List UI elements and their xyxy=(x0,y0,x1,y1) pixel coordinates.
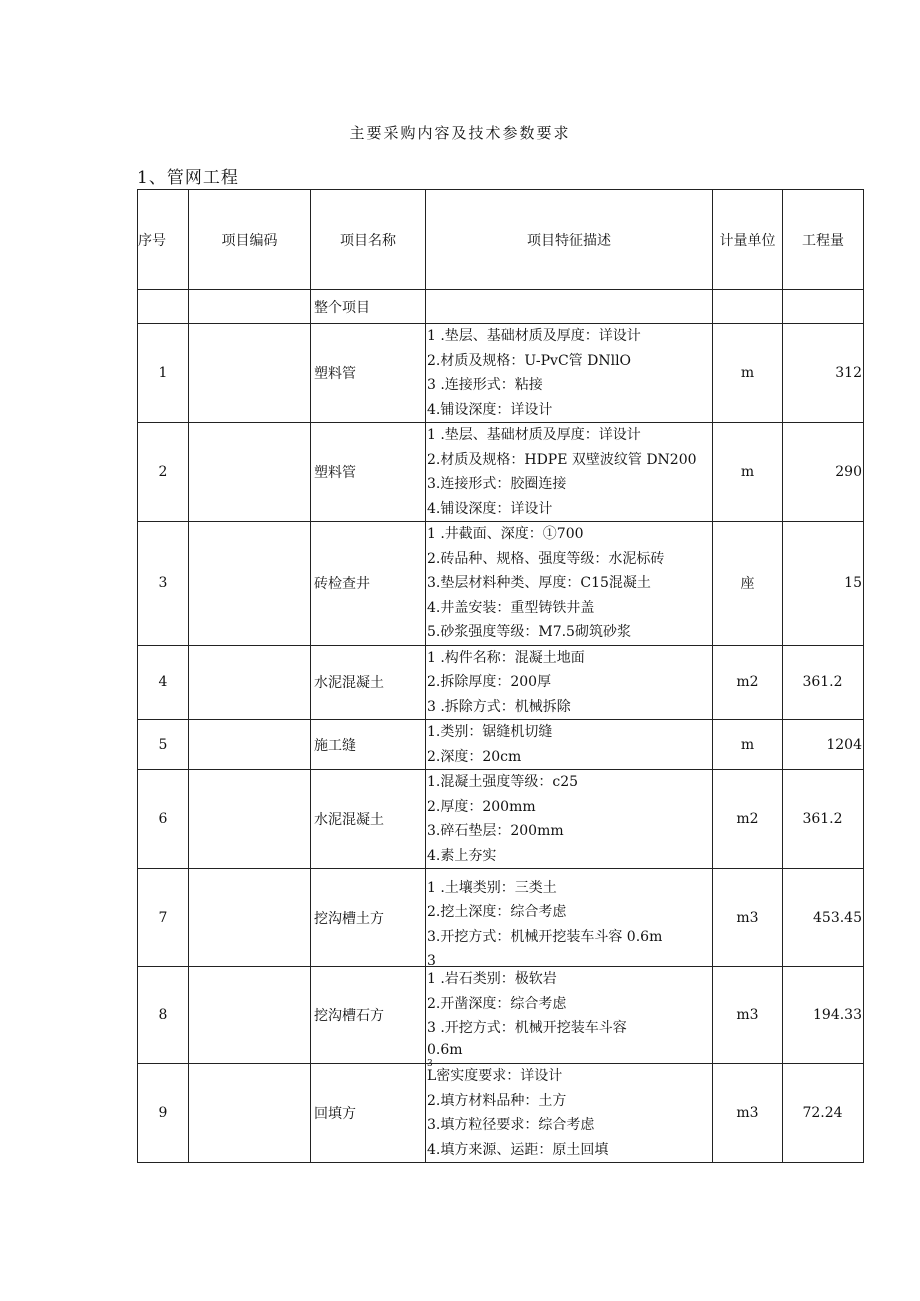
desc-line: 2.砖品种、规格、强度等级：水泥标砖 xyxy=(427,550,665,567)
row-number: 4 xyxy=(138,645,189,720)
row-quantity: 312 xyxy=(783,324,864,423)
header-desc: 项目特征描述 xyxy=(426,190,713,290)
row-name: 塑料管 xyxy=(311,423,426,522)
desc-line: 1 .岩石类别：极软岩 xyxy=(427,971,557,988)
header-unit: 计量单位 xyxy=(713,190,783,290)
table-row xyxy=(138,1064,864,1163)
row-unit: m3 xyxy=(713,869,783,967)
table-row xyxy=(138,869,864,967)
row-number: 6 xyxy=(138,770,189,869)
desc-line: 3.垫层材料种类、厚度：C15混凝土 xyxy=(427,575,651,591)
row-description xyxy=(426,869,713,970)
row-unit: m3 xyxy=(713,1064,783,1163)
row-description xyxy=(426,1064,713,1163)
desc-line: 3.碎石垫层：200mm xyxy=(427,823,564,839)
header-name: 项目名称 xyxy=(311,190,426,290)
table-row xyxy=(138,967,864,1064)
desc-line: 2.材质及规格：HDPE 双壁波纹管 DN200 xyxy=(427,451,697,468)
desc-line: 1 .构件名称：混凝土地面 xyxy=(427,649,585,666)
desc-line: 2.开凿深度：综合考虑 xyxy=(427,995,567,1012)
desc-line: 3.填方粒径要求：综合考虑 xyxy=(427,1117,595,1133)
group-row xyxy=(138,290,864,324)
row-unit: m2 xyxy=(713,645,783,720)
header-code: 项目编码 xyxy=(189,190,311,290)
row-code xyxy=(189,720,311,770)
table-row xyxy=(138,423,864,522)
row-number: 7 xyxy=(138,869,189,967)
row-description xyxy=(426,770,713,869)
row-quantity: 290 xyxy=(783,423,864,522)
row-number: 2 xyxy=(138,423,189,522)
row-unit: m xyxy=(713,423,783,522)
desc-line: 2.厚度：200mm xyxy=(427,798,536,815)
row-quantity: 453.45 xyxy=(783,869,864,967)
row-quantity: 361.2 xyxy=(783,770,864,869)
row-description xyxy=(426,324,713,423)
table-row xyxy=(138,770,864,869)
row-quantity: 72.24 xyxy=(783,1064,864,1163)
row-code xyxy=(189,770,311,869)
row-description xyxy=(426,967,713,1069)
row-unit: m2 xyxy=(713,770,783,869)
procurement-table xyxy=(137,189,864,1163)
desc-line: 1.类别：锯缝机切缝 xyxy=(427,724,553,740)
table-row xyxy=(138,324,864,423)
desc-line: 1 .土壤类别：三类土 xyxy=(427,879,557,896)
desc-line: 3 xyxy=(427,953,436,970)
desc-line: 2.挖土深度：综合考虑 xyxy=(427,904,567,921)
desc-line: 4.填方来源、运距：原土回填 xyxy=(427,1141,609,1158)
row-unit: 座 xyxy=(713,522,783,646)
desc-line: 2.拆除厚度：200厚 xyxy=(427,674,552,690)
desc-line: 3.开挖方式：机械开挖装车斗容 0.6m xyxy=(427,928,663,945)
group-label: 整个项目 xyxy=(311,290,426,324)
row-description xyxy=(426,522,713,646)
table-header-row xyxy=(138,190,864,290)
row-number: 3 xyxy=(138,522,189,646)
row-number: 5 xyxy=(138,720,189,770)
row-code xyxy=(189,522,311,646)
document-title: 主要采购内容及技术参数要求 xyxy=(349,124,571,142)
desc-line: 3 xyxy=(427,1058,433,1069)
desc-line: 1 .垫层、基础材质及厚度：详设计 xyxy=(427,427,641,443)
section-heading: 1、管网工程 xyxy=(137,168,239,188)
table-row xyxy=(138,720,864,770)
row-name: 水泥混凝土 xyxy=(311,645,426,720)
row-name: 水泥混凝土 xyxy=(311,770,426,869)
row-code xyxy=(189,423,311,522)
row-number: 1 xyxy=(138,324,189,423)
desc-line: 2.深度：20cm xyxy=(427,748,522,765)
row-unit: m3 xyxy=(713,967,783,1064)
desc-line: 0.6m xyxy=(427,1041,463,1058)
row-description xyxy=(426,720,713,770)
row-name: 挖沟槽土方 xyxy=(311,869,426,967)
desc-line: 2.填方材料品种：土方 xyxy=(427,1092,567,1109)
row-number: 9 xyxy=(138,1064,189,1163)
row-number: 8 xyxy=(138,967,189,1064)
desc-line: 1 .垫层、基础材质及厚度：详设计 xyxy=(427,328,641,344)
desc-line: 2.材质及规格：U-PvC管 DNllO xyxy=(427,352,632,369)
desc-line: 3 .连接形式：粘接 xyxy=(427,377,543,393)
row-name: 回填方 xyxy=(311,1064,426,1163)
row-code xyxy=(189,967,311,1064)
desc-line: 1.混凝土强度等级：c25 xyxy=(427,774,579,790)
row-description xyxy=(426,423,713,522)
row-quantity: 361.2 xyxy=(783,645,864,720)
desc-line: 5.砂浆强度等级：M7.5砌筑砂浆 xyxy=(427,624,631,640)
row-unit: m xyxy=(713,324,783,423)
table-row xyxy=(138,645,864,720)
row-code xyxy=(189,324,311,423)
desc-line: 3.连接形式：胶圈连接 xyxy=(427,476,567,492)
row-code xyxy=(189,1064,311,1163)
desc-line: 4.铺设深度：详设计 xyxy=(427,401,553,418)
row-code xyxy=(189,869,311,967)
row-code xyxy=(189,645,311,720)
row-quantity: 194.33 xyxy=(783,967,864,1064)
desc-line: 4.铺设深度：详设计 xyxy=(427,500,553,517)
header-qty: 工程量 xyxy=(783,190,864,290)
desc-line: L密实度要求：详设计 xyxy=(427,1068,563,1084)
row-name: 施工缝 xyxy=(311,720,426,770)
row-name: 塑料管 xyxy=(311,324,426,423)
desc-line: 4.井盖安装：重型铸铁井盖 xyxy=(427,599,595,616)
header-seq: 序号 xyxy=(138,190,189,290)
table-row xyxy=(138,522,864,646)
row-description xyxy=(426,645,713,720)
row-quantity: 1204 xyxy=(783,720,864,770)
desc-line: 3 .拆除方式：机械拆除 xyxy=(427,698,571,715)
row-unit: m xyxy=(713,720,783,770)
row-name: 挖沟槽石方 xyxy=(311,967,426,1064)
desc-line: 4.素上夯实 xyxy=(427,847,497,864)
desc-line: 3 .开挖方式：机械开挖装车斗容 xyxy=(427,1020,627,1037)
desc-line: 1 .井截面、深度：①700 xyxy=(427,526,584,542)
row-quantity: 15 xyxy=(783,522,864,646)
row-name: 砖检查井 xyxy=(311,522,426,646)
